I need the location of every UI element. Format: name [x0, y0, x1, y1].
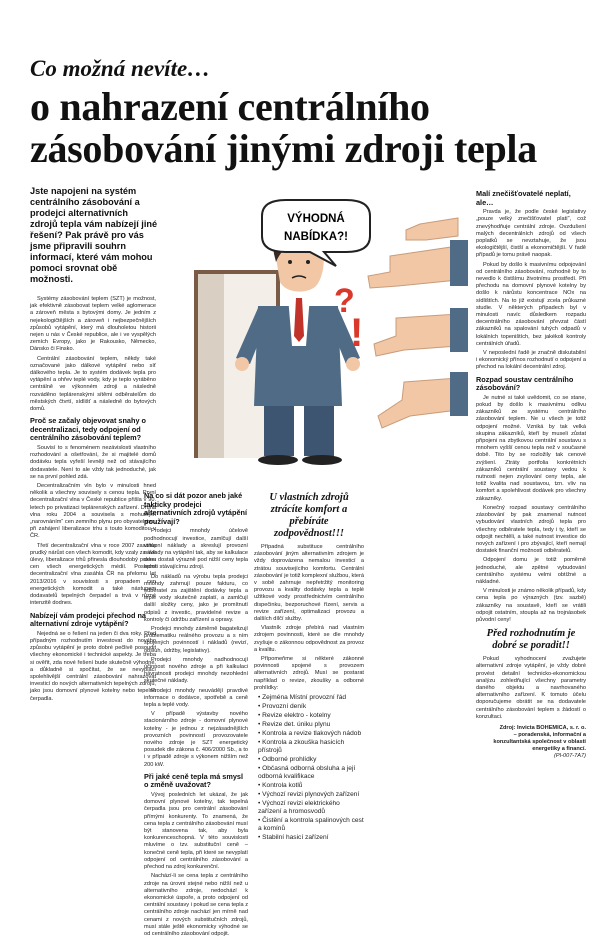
paragraph: Decentralizačním vln bylo v minulosti hned několik a všechny souvisely s cenou tepla. První decentralizační vlna v České republice přišla v 90. letech po privatizaci teplárenských zařízení. Druhá vlna roku 2004 a souvisela s mohutným „narovnáním“ cen zemního plynu pro obyvatelstvo, při zahájení liberalizace trhu s touto komoditou v ČR.	[30, 483, 156, 540]
paragraph: Případná substituce centrálního zásobování jiným alternativním zdrojem je vždy doprovázena nemalou investicí a ztrátou souvisejícího komfortu. Centrální zásobování je totiž komplexní službou, která v sobě zahrnuje nepřetržitý monitoring provozu a kvality dodávky tepla a teplé užitkové vody prostřednictvím centrálního dispečinku, bezporuchové řízení, servis a revize zařízení, optimalizaci provozu a dalších dílčí služby.	[254, 544, 364, 623]
list-item: • Odborné prohlídky	[258, 756, 364, 764]
list-item: • Stabilní hasicí zařízení	[258, 834, 364, 842]
paragraph: Vývoj posledních let ukázal, že jak domovní plynové kotelny, tak tepelná čerpadla jsou pro centrální zásobování přímými konkurenty. To znamená, že cena tepla z centrálního zásobování musí být stanovena tak, aby byla konkurenceschopná. V této souvislosti mluvíme o tzv. substituční ceně – konečné ceně tepla, při které se nevyplatí odpojení od centrálního zásobování a přechod na zdroj konkurenční.	[144, 792, 248, 871]
lede-paragraph: Jste napojeni na systém centrálního zásobování a prodejci alternativních zdrojů tepla vám nabízejí jiné řešení? Pak právě pro vás jsme připravili souhrn informací, které vám mohou pomoci srovnat obě možnosti.	[30, 186, 158, 284]
list-item: • Kontrola a zkouška hasicích přístrojů	[258, 739, 364, 755]
credit-code: (PI-007-7A7)	[553, 752, 586, 759]
paragraph: Odpojení domu je totiž poměrně jednoduché, ale zpětné vybudování centrálního systému velmi obtížné a nákladné.	[476, 557, 586, 585]
column-4	[476, 186, 586, 844]
paragraph: Prodejci mnohdy nadhodnocují účinnost nového zdroje a při kalkulaci návratnosti prodejci mnohdy nezohlední skutečné náklady.	[144, 656, 248, 685]
list-item: • Zejména Místní provozní řád	[258, 694, 364, 702]
source-credit	[476, 725, 586, 760]
paragraph: Pravda je, že podle české legislativy „pouze velký znečišťovatel platí“, což znevýhodňuje centrální zdroje. Ovzdušení malých decentrálních zdrojů od všech poplatků se nevztahuje, že jsou ekologičtější, čistší a ekonomičtější. V řadě případů je tomu právě naopak.	[476, 209, 586, 259]
subheading: Rozpad soustav centrálního zásobování?	[476, 374, 574, 393]
paragraph: V neposlední řadě je značně diskutabilní i ekonomický přínos rozhodnutí o odpojení a přechod na lokální decentrální zdroj.	[476, 350, 586, 371]
paragraph: Pokud vyhodnocení zvažujete alternativní zdroje vytápění, je vždy dobré provést detailní technicko-ekonomickou analýzu zohledňující všechny parametry daného objektu a navrhovaného alternativního zařízení. K tomuto účelu doporučujeme obrátit se na dodavatele centrálního zásobování teplem s žádostí o konzultaci.	[476, 656, 586, 720]
paragraph: Systémy zásobování teplem (SZT) je možnost, jak efektivně zásobovat teplem velké aglomerace a zároveň města s bytovými domy. Je jedním z nejekologičtějších a zároveň i nejbezpečnějších způsobů vytápění, který má dlouholetou historii nejen u nás v České republice, ale i ve vyspělých zemích Evropy, jako je Rakousko, Německo, Dánsko či Finsko.	[30, 296, 156, 353]
callout: Před rozhodnutím je dobré se poradit!!	[486, 628, 576, 652]
bubble-line-1: VÝHODNÁ	[287, 213, 345, 225]
paragraph: Prodejci mnohdy neuvádějí pravdivé informace o dodávce, spotřebě a ceně tepla a teplé vody.	[144, 687, 248, 709]
subheading: Proč se začaly objevovat snahy o decentralizaci, tedy odpojení od centrálního zásobování teplem?	[30, 416, 146, 443]
column-3	[254, 488, 364, 844]
list-item: • Revize det. úniku plynu	[258, 721, 364, 729]
subheading: Nabízejí vám prodejci přechod na alternativní zdroje vytápění?	[30, 610, 146, 629]
paragraph: Je nutné si také uvědomit, co se stane, pokud by došlo k masivnímu odlivu zákazníků ze systému centrálního zásobování teplem. Ne u všech je totiž odpojení možné. Vzniká by tak velká skupina zákazníků, kteří by museli zůstat připojeni na zbytkovou centrální soustavu s mnohem vyšší cenou tepla než v současné době. Tito by se rozložily tak cenové zvýšení. Ztráty portfolia konkrétních zákazníků centrální soustavy vedou k nutnosti nejen zvyšování ceny tepla, ale totiž kvalita nad soustavou, tzn. vliv na komfort a spolehlivost dodávek pro všechny zákazníky.	[476, 394, 586, 502]
column-2	[144, 488, 248, 937]
paragraph: Přípomeňme si některé zákonné povinnosti spojené s provozem alternativních zdrojů. Musí se postarat například o revize, zkoušky a odborné prohlídky:	[254, 656, 364, 691]
paragraph: Do nákladů na výrobu tepla prodejci mnohdy zahrnují pouze fakturu, co odběratel za zajištění dodávky tepla a teplé vody skutečně zaplatí, a zamlčují další složky ceny, jako je promítnutí odpisů z investic, pravidelné revize a kontroly či údržbu zařízení a opravy.	[144, 573, 248, 623]
list-item: • Občasná odborná obsluha a její odborná kvalifikace	[258, 765, 364, 781]
credit-line: – poradenská, informační a konzultantská společnost v oblasti energetiky a financí.	[493, 731, 586, 752]
list-item: • Čistění a kontrola spalinových cest a komínů	[258, 817, 364, 833]
subheading: Malí znečišťovatelé neplatí, ale…	[476, 189, 571, 207]
list-item: • Výchozí revizi elektrického zařízení a hromosvodů	[258, 800, 364, 816]
bubble-line-2: NABÍDKA?!	[284, 231, 348, 243]
paragraph: Centrální zásobování teplem, někdy také označované jako dálkové vytápění nebo síť dálkového tepla. Je to systém dodávek tepla pro vytápění a ohřev teplé vody, kdy je teplo vyráběno centrálně ve výkonném zdroji a následně rozváděno teplárenskými sítěmi odběratelům do městských čtvrtí, sídlišť a následně do bytových domů.	[30, 355, 156, 413]
svg-text:!: !	[350, 311, 364, 355]
list-item: • Kontrola kotlů	[258, 782, 364, 790]
obligations-list	[254, 694, 364, 842]
paragraph: Konečný rozpad soustavy centrálního zásobování by pak znamenal nutnost vybudování vlastních zdrojů tepla pro všechny odběratele tepla, tedy i ty, kteří se odpojit nechtěli, a také nutnost investice do nových zařízení i pro zbývající, kteří nemají dostatek finanční možnosti odběratelů.	[476, 504, 586, 555]
paragraph: Vlastník zdroje přebírá nad vlastním zdrojem povinnosti, které se dle mnohdy zvyšuje o zákonnou odpovědnost za provoz a kvalitu.	[254, 625, 364, 653]
pointing-hands-icon	[368, 218, 468, 428]
paragraph: Prodejci mnohdy účelově podhodnocují investice, zamlčují další vstupní náklady a skreslují provozní náklady na vytápění tak, aby se kalkulace cenu dostali výrazně pod nižší ceny tepla oproti stávajícímu zdroji.	[144, 528, 248, 571]
svg-text:?: ?	[334, 282, 355, 320]
paragraph: Třetí decentralizační vlna v roce 2007 zasáhla prudký nárůst cen všech komodit, kdy vzaly za své úlevy, liberalizace trhů přinesla dlouhodobý pokles cen všech energetických médií. Poslední decentralizační vlna zasáhla ČR na přelomu let 2013/2016 v souvislosti s propadem cen energetických komodit a také nástupem dodavatelů tepelných čerpadel a trvá v různé intenzitě dodnes.	[30, 542, 156, 607]
list-item: • Provozní deník	[258, 703, 364, 711]
paragraph: Souvisí to s fenoménem nezávislosti vlastního rozhodování a ošetřování, že si majitelé domů dodávku tepla vyřeší levněji než od stávajícího dodavatele. Není to ale vždy tak jednoduché, jak se na první pohled zdá.	[30, 445, 156, 480]
paragraph: Nachází-li se cena tepla z centrálního zdroje na úrovni stejné nebo nižší než u alternativního zdroje, nedochází k ekonomické úspoře, a proto odpojení od centrální soustavy i pokud se cena tepla z centrálního zdroje nachází jen mírně nad cenami z nových substitučních zdrojů, musí stále ještě ekonomicky výhodné se od centrálního zásobování odpojit.	[144, 873, 248, 937]
subheading: Na co si dát pozor aneb jaké takticky prodejci alternativních zdrojů vytápění používají?	[144, 491, 247, 526]
exclamation-mark-icon	[350, 311, 363, 355]
subheading: Při jaké ceně tepla má smysl o změně uvažovat?	[144, 771, 243, 790]
credit-source: Zdroj: Invicta BOHEMICA, s. r. o.	[499, 724, 586, 731]
paragraph: V minulosti je známo několik případů, kdy cena tepla po výrazných (tzv. sazbě) zákazníky na soustavě, kteří se vrátili odpojit ostatním, stoupla až na trojnásobek původní ceny!	[476, 588, 586, 623]
paragraph: V případě výstavby nového stacionárního zdroje - domovní plynové kotelny - je jednou z nejzásadnějších provozních povinností provozovatele nového zdroje je SZT energetický posudek dle zákona č. 406/2000 Sb., a to i v případě zdroje s výkonem nižším než 200 kW.	[144, 711, 248, 768]
paragraph: Nejedná se o řešení na jeden či dva roky. Před případným rozhodnutím investovat do nového způsobu vytápění je proto dobré pečlivě posoudit všechny ekonomické i technické aspekty. Je třeba si ověřit, zda nové řešení bude skutečně výhodné, a důkladně si spočítat, že se nevyplácí spolehlivější centrální zásobování nahrazovat investicí do nových alternativních tepelných zdrojů, jako jsou domovní plynové kotelny nebo tepelná čerpadla.	[30, 630, 156, 702]
paragraph: Prodejci mnohdy záměrně bagatelizují problematiku reálného provozu a s ním spojených povinností i nákladů (revizí, obsluh, údržby, legislativy).	[144, 626, 248, 654]
kicker: Co možná nevíte…	[30, 56, 211, 81]
list-item: • Výchozí revizi plynových zařízení	[258, 791, 364, 799]
list-item: • Kontrola a revize tlakových nádob	[258, 730, 364, 738]
paragraph: Pokud by došlo k masivnímu odpojování od centrálního zásobování, rozhodně by to nevedlo k čistšímu životnímu prostředí. Při přechodu na domovní plynové kotelny by došlo k nárůstu koncentrace NOx na sídlištích. Na to již existují zcela průkazné studie. V některých případech byl v minulosti navíc důsledkem rozpadu decentrálního zásobování převzat částí zákazníků na spalování tuhých odpadů v lokálních topeništích, bez jakékoli kontroly centrálních úřadů.	[476, 261, 586, 347]
illustration	[158, 196, 468, 468]
callout: U vlastních zdrojů ztrácíte komfort a přebíráte zodpovědnost!!!	[269, 492, 349, 539]
list-item: • Revize elektro - kotelny	[258, 712, 364, 720]
page-title: o nahrazení centrálního zásobování jinými zdroji tepla	[30, 84, 537, 171]
column-1	[30, 296, 156, 844]
